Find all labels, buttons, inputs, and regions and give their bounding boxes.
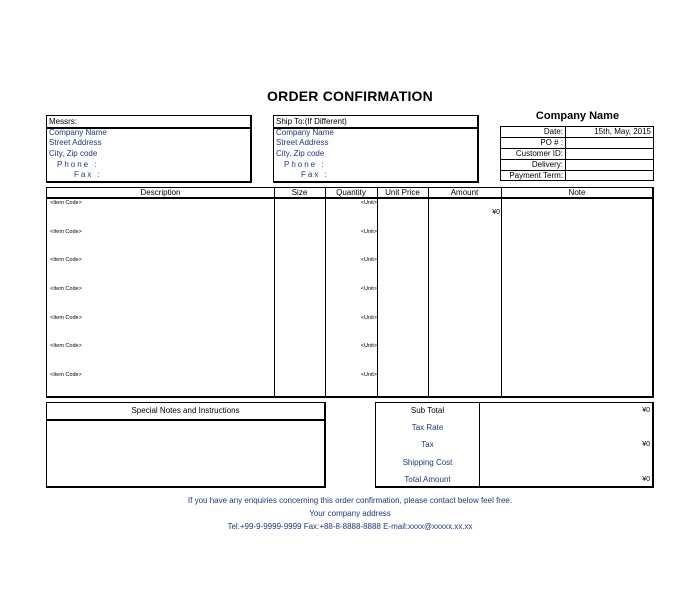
- ship-to-phone: Phone :: [284, 160, 326, 169]
- special-notes-header: Special Notes and Instructions: [47, 403, 324, 421]
- company-name-heading: Company Name: [535, 110, 620, 122]
- col-divider: [274, 188, 275, 396]
- header-unit-price: Unit Price: [385, 188, 420, 197]
- footer-address: Your company address: [309, 509, 391, 518]
- items-header-divider: [47, 197, 652, 199]
- total-value-subtotal: ¥0: [642, 407, 650, 414]
- info-label: Date:: [501, 127, 566, 137]
- header-description: Description: [140, 188, 181, 197]
- info-label: Customer ID:: [501, 149, 566, 159]
- total-value-total-amount: ¥0: [642, 476, 650, 483]
- info-value: [567, 149, 653, 159]
- item-code: <Item Code>: [50, 372, 82, 378]
- total-label-tax-rate: Tax Rate: [411, 423, 444, 432]
- header-amount: Amount: [450, 188, 479, 197]
- total-label-subtotal: Sub Total: [410, 406, 445, 415]
- footer-contact: Tel:+99-9-9999-9999 Fax:+88-8-8888-8888 E-mail:xxxx@xxxxx.xx.xx: [227, 522, 473, 531]
- ship-to-box: [273, 115, 479, 183]
- col-divider: [377, 188, 378, 396]
- ship-to-city: City, Zip code: [276, 149, 325, 158]
- info-label: Delivery:: [501, 160, 566, 170]
- info-row-po: [501, 138, 653, 149]
- item-unit: <Unit>: [360, 315, 377, 321]
- item-unit: <Unit>: [360, 286, 377, 292]
- item-amount: ¥0: [492, 209, 500, 216]
- totals-box: [375, 402, 654, 488]
- info-label: Payment Term:: [501, 171, 566, 181]
- item-code: <Item Code>: [50, 200, 82, 206]
- info-row-customer-id: [501, 149, 653, 160]
- messrs-header: Messrs:: [47, 116, 250, 129]
- header-quantity: Quantity: [336, 188, 366, 197]
- info-value: [567, 171, 653, 181]
- info-value: [567, 138, 653, 148]
- total-label-tax: Tax: [421, 440, 434, 449]
- col-divider: [428, 188, 429, 396]
- info-row-delivery: [501, 160, 653, 171]
- info-row-date: [501, 127, 653, 138]
- messrs-phone: Phone :: [57, 160, 99, 169]
- item-code: <Item Code>: [50, 286, 82, 292]
- item-unit: <Unit>: [360, 343, 377, 349]
- special-notes-box: [46, 402, 326, 488]
- total-label-total-amount: Total Amount: [404, 475, 451, 484]
- ship-to-header: Ship To:(If Different): [274, 116, 477, 129]
- item-unit: <Unit>: [360, 200, 377, 206]
- messrs-company: Company Name: [49, 128, 107, 137]
- messrs-box: [46, 115, 252, 183]
- footer-enquiries: If you have any enquiries concerning this order confirmation, please contact below feel free.: [187, 496, 513, 505]
- messrs-fax: Fax :: [74, 170, 102, 179]
- document-title: ORDER CONFIRMATION: [267, 88, 433, 104]
- item-code: <Item Code>: [50, 257, 82, 263]
- ship-to-fax: Fax :: [301, 170, 329, 179]
- item-code: <Item Code>: [50, 229, 82, 235]
- col-divider: [325, 188, 326, 396]
- info-value: 15th, May, 2015: [594, 127, 651, 136]
- header-size: Size: [291, 188, 308, 197]
- order-info-table: [500, 126, 654, 181]
- messrs-city: City, Zip code: [49, 149, 98, 158]
- item-code: <Item Code>: [50, 315, 82, 321]
- items-table: [46, 187, 654, 398]
- item-unit: <Unit>: [360, 229, 377, 235]
- messrs-street: Street Address: [49, 138, 102, 147]
- info-row-payment-term: [501, 171, 653, 181]
- item-unit: <Unit>: [360, 372, 377, 378]
- ship-to-street: Street Address: [276, 138, 329, 147]
- info-label: PO # :: [501, 138, 566, 148]
- item-unit: <Unit>: [360, 257, 377, 263]
- header-note: Note: [568, 188, 586, 197]
- item-code: <Item Code>: [50, 343, 82, 349]
- info-value: [567, 160, 653, 170]
- ship-to-company: Company Name: [276, 128, 334, 137]
- total-label-shipping: Shipping Cost: [402, 458, 453, 467]
- col-divider: [501, 188, 502, 396]
- total-value-tax: ¥0: [642, 441, 650, 448]
